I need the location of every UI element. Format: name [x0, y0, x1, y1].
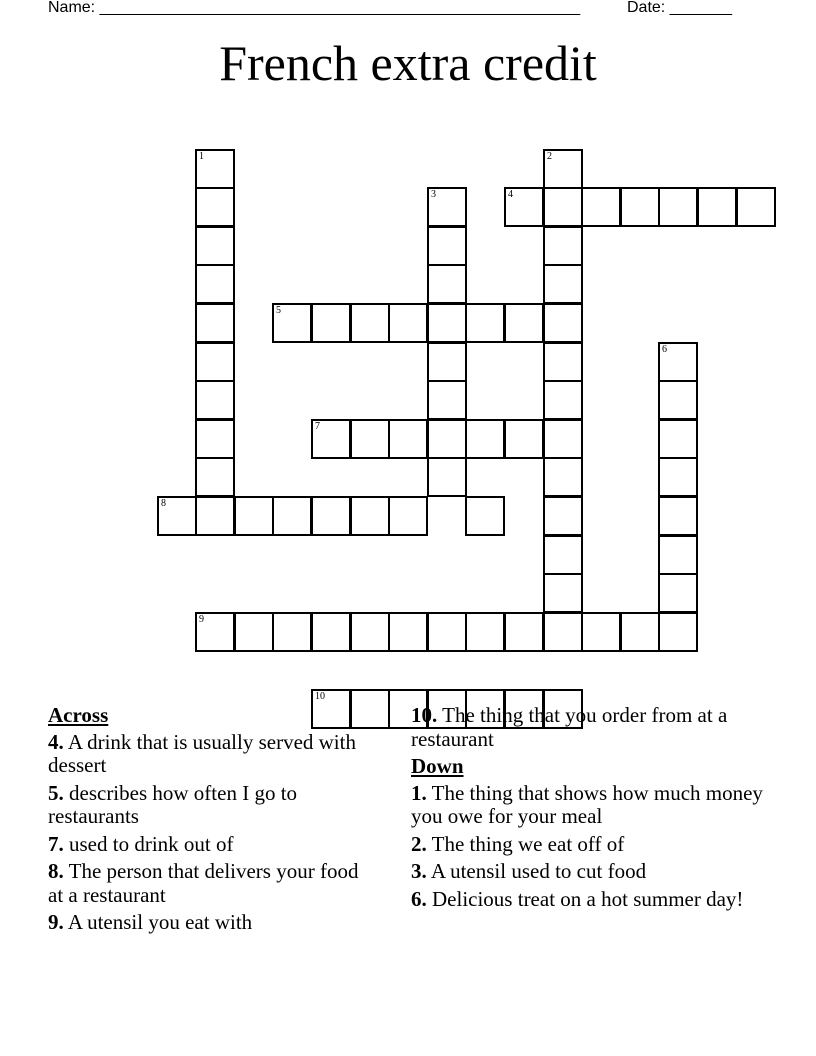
clue-text: A utensil used to cut food	[430, 859, 647, 883]
grid-cell[interactable]	[388, 419, 428, 459]
grid-cell[interactable]	[658, 187, 698, 227]
grid-cell[interactable]	[543, 303, 583, 343]
clue-number: 4.	[48, 729, 64, 754]
grid-cell[interactable]	[427, 264, 467, 304]
grid-cell[interactable]	[504, 612, 544, 652]
grid-cell[interactable]	[427, 612, 467, 652]
grid-cell[interactable]	[427, 303, 467, 343]
cell-number: 4	[508, 189, 513, 200]
grid-cell[interactable]	[272, 496, 312, 536]
clue-number: 1.	[411, 780, 427, 805]
grid-cell[interactable]	[350, 496, 390, 536]
clue-number: 2.	[411, 831, 427, 856]
grid-cell[interactable]	[658, 380, 698, 420]
grid-cell[interactable]	[465, 612, 505, 652]
across-clue	[48, 731, 378, 778]
grid-cell[interactable]	[543, 496, 583, 536]
across-clue	[48, 911, 378, 935]
grid-cell[interactable]	[388, 496, 428, 536]
cell-number: 10	[315, 691, 325, 702]
grid-cell[interactable]	[736, 187, 776, 227]
clue-number: 7.	[48, 831, 64, 856]
grid-cell[interactable]	[543, 226, 583, 266]
grid-cell[interactable]	[350, 612, 390, 652]
grid-cell[interactable]	[581, 187, 621, 227]
cell-number: 1	[199, 151, 204, 162]
grid-cell[interactable]	[543, 573, 583, 613]
date-field-label[interactable]: Date: _______	[627, 0, 732, 16]
clue-text: A drink that is usually served with dessert	[48, 729, 356, 777]
grid-cell[interactable]	[658, 457, 698, 497]
clue-number: 8.	[48, 859, 64, 883]
grid-cell[interactable]	[195, 419, 235, 459]
grid-cell[interactable]	[543, 149, 583, 189]
grid-cell[interactable]	[581, 612, 621, 652]
grid-cell[interactable]	[543, 187, 583, 227]
clue-text: describes how often I go to restaurants	[48, 780, 298, 828]
clue-text: A utensil you eat with	[67, 910, 253, 934]
across-clue	[48, 782, 378, 829]
grid-cell[interactable]	[465, 419, 505, 459]
cell-number: 9	[199, 614, 204, 625]
grid-cell[interactable]	[388, 612, 428, 652]
name-field-label[interactable]: Name: ______________________________________________________	[48, 0, 581, 16]
grid-cell[interactable]	[427, 457, 467, 497]
grid-cell[interactable]	[234, 496, 274, 536]
grid-cell[interactable]	[195, 264, 235, 304]
across-heading: Across	[48, 703, 109, 727]
grid-cell[interactable]	[195, 457, 235, 497]
cell-number: 5	[276, 305, 281, 316]
clue-number: 5.	[48, 780, 64, 805]
grid-cell[interactable]	[465, 496, 505, 536]
grid-cell[interactable]	[427, 226, 467, 266]
grid-cell[interactable]	[195, 342, 235, 382]
grid-cell[interactable]	[157, 496, 197, 536]
cell-number: 8	[161, 498, 166, 509]
grid-cell[interactable]	[195, 226, 235, 266]
grid-cell[interactable]	[195, 612, 235, 652]
across-clue	[48, 833, 378, 857]
cell-number: 7	[315, 421, 320, 432]
down-clue	[411, 782, 771, 829]
grid-cell[interactable]	[543, 380, 583, 420]
grid-cell[interactable]	[272, 612, 312, 652]
clues-left-column	[48, 704, 378, 939]
grid-cell[interactable]	[658, 342, 698, 382]
grid-cell[interactable]	[620, 612, 660, 652]
cell-number: 6	[662, 344, 667, 355]
grid-cell[interactable]	[658, 573, 698, 613]
grid-cell[interactable]	[195, 187, 235, 227]
grid-cell[interactable]	[427, 342, 467, 382]
grid-cell[interactable]	[234, 612, 274, 652]
grid-cell[interactable]	[504, 187, 544, 227]
grid-cell[interactable]	[427, 187, 467, 227]
clue-text: The person that delivers your food at a restaurant	[48, 859, 359, 907]
grid-cell[interactable]	[465, 303, 505, 343]
down-heading: Down	[411, 754, 464, 778]
grid-cell[interactable]	[543, 264, 583, 304]
grid-cell[interactable]	[427, 380, 467, 420]
grid-cell[interactable]	[195, 496, 235, 536]
grid-cell[interactable]	[311, 612, 351, 652]
grid-cell[interactable]	[543, 612, 583, 652]
grid-cell[interactable]	[427, 419, 467, 459]
clues-right-column	[411, 704, 771, 915]
clue-number: 9.	[48, 910, 64, 934]
grid-cell[interactable]	[350, 303, 390, 343]
clue-number: 6.	[411, 886, 427, 911]
grid-cell[interactable]	[504, 419, 544, 459]
puzzle-title: French extra credit	[219, 35, 597, 91]
grid-cell[interactable]	[543, 419, 583, 459]
grid-cell[interactable]	[620, 187, 660, 227]
grid-cell[interactable]	[658, 496, 698, 536]
grid-cell[interactable]	[272, 303, 312, 343]
grid-cell[interactable]	[543, 342, 583, 382]
grid-cell[interactable]	[697, 187, 737, 227]
down-clue	[411, 888, 771, 912]
cell-number: 2	[547, 151, 552, 162]
cell-number: 3	[431, 189, 436, 200]
grid-cell[interactable]	[195, 303, 235, 343]
clue-text: The thing that shows how much money you owe for your meal	[411, 780, 763, 828]
grid-cell[interactable]	[658, 419, 698, 459]
grid-cell[interactable]	[195, 380, 235, 420]
grid-cell[interactable]	[311, 419, 351, 459]
grid-cell[interactable]	[311, 496, 351, 536]
down-clue	[411, 833, 771, 857]
across-clue	[48, 860, 378, 907]
grid-cell[interactable]	[311, 303, 351, 343]
grid-cell[interactable]	[195, 149, 235, 189]
grid-cell[interactable]	[658, 612, 698, 652]
clue-text: The thing we eat off of	[431, 831, 625, 856]
grid-cell[interactable]	[658, 535, 698, 575]
grid-cell[interactable]	[504, 303, 544, 343]
grid-cell[interactable]	[350, 419, 390, 459]
clue-number: 3.	[411, 859, 427, 883]
grid-cell[interactable]	[388, 303, 428, 343]
clue-number: 10.	[411, 703, 438, 727]
clue-text: Delicious treat on a hot summer day!	[432, 886, 744, 911]
clue-text: The thing that you order from at a restaurant	[411, 703, 728, 751]
down-clue	[411, 860, 771, 884]
grid-cell[interactable]	[543, 535, 583, 575]
clue-text: used to drink out of	[69, 831, 234, 856]
across-clue	[411, 704, 771, 751]
grid-cell[interactable]	[543, 457, 583, 497]
